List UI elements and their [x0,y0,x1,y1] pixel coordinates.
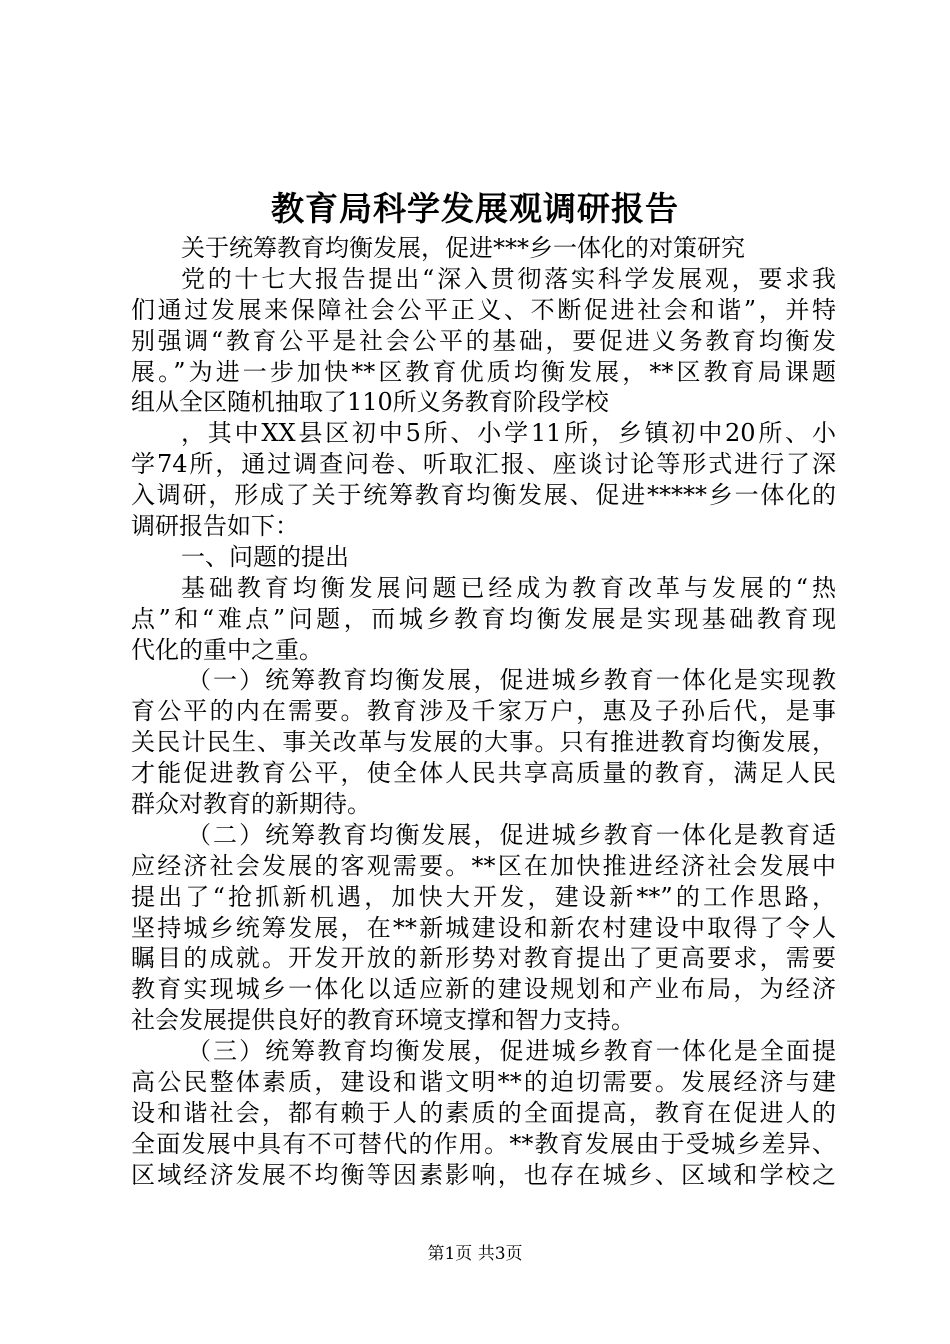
paragraph-line: 基础教育均衡发展问题已经成为教育改革与发展的“热 [181,573,836,602]
paragraph-line: 区域经济发展不均衡等因素影响，也存在城乡、区域和学校之 [131,1160,836,1189]
paragraph-line: 群众对教育的新期待。 [131,790,371,819]
paragraph-line: 们通过发展来保障社会公平正义、不断促进社会和谐”，并特 [131,295,836,324]
paragraph-line: （二）统筹教育均衡发展，促进城乡教育一体化是教育适 [187,820,836,849]
paragraph-line: 关民计民生、事关改革与发展的大事。只有推进教育均衡发展， [131,728,836,757]
paragraph-line: 社会发展提供良好的教育环境支撑和智力支持。 [131,1006,635,1035]
document-body [131,233,836,1191]
document-title: 教育局科学发展观调研报告 [271,189,679,228]
paragraph-line: 应经济社会发展的客观需要。**区在加快推进经济社会发展中 [131,851,836,880]
paragraph-line: （一）统筹教育均衡发展，促进城乡教育一体化是实现教 [187,666,836,695]
paragraph-line: 提出了“抢抓新机遇，加快大开发，建设新**”的工作思路， [131,882,836,911]
paragraph-line: 高公民整体素质，建设和谐文明**的迫切需要。发展经济与建 [131,1068,836,1097]
paragraph-line: 点”和“难点”问题，而城乡教育均衡发展是实现基础教育现 [131,604,836,633]
paragraph-line: 入调研，形成了关于统筹教育均衡发展、促进*****乡一体化的 [131,481,836,510]
paragraph-line: 设和谐社会，都有赖于人的素质的全面提高，教育在促进人的 [131,1098,836,1127]
paragraph-line: 组从全区随机抽取了110所义务教育阶段学校 [131,388,609,417]
paragraph-line: 展。”为进一步加快**区教育优质均衡发展，**区教育局课题 [131,357,836,386]
paragraph-line: 学74所，通过调查问卷、听取汇报、座谈讨论等形式进行了深 [131,450,836,479]
paragraph-line: 党的十七大报告提出“深入贯彻落实科学发展观，要求我 [181,264,836,293]
paragraph-line: 调研报告如下： [131,512,299,541]
paragraph-line: （三）统筹教育均衡发展，促进城乡教育一体化是全面提 [187,1037,836,1066]
paragraph-line: 才能促进教育公平，使全体人民共享高质量的教育，满足人民 [131,759,836,788]
paragraph-line: 教育实现城乡一体化以适应新的建设规划和产业布局，为经济 [131,975,836,1004]
paragraph-line: 瞩目的成就。开发开放的新形势对教育提出了更高要求，需要 [131,944,836,973]
paragraph-line: ，其中XX县区初中5所、小学11所，乡镇初中20所、小 [181,419,836,448]
paragraph-line: 别强调“教育公平是社会公平的基础，要促进义务教育均衡发 [131,326,836,355]
page-number: 第1页 共3页 [427,1244,523,1264]
paragraph-line: 全面发展中具有不可替代的作用。**教育发展由于受城乡差异、 [131,1129,836,1158]
paragraph-line: 育公平的内在需要。教育涉及千家万户，惠及子孙后代，是事 [131,697,836,726]
section-heading: 一、问题的提出 [181,542,349,571]
subtitle-line: 关于统筹教育均衡发展，促进***乡一体化的对策研究 [181,234,745,262]
paragraph-line: 坚持城乡统筹发展，在**新城建设和新农村建设中取得了令人 [131,913,836,942]
paragraph-line: 代化的重中之重。 [131,635,323,664]
